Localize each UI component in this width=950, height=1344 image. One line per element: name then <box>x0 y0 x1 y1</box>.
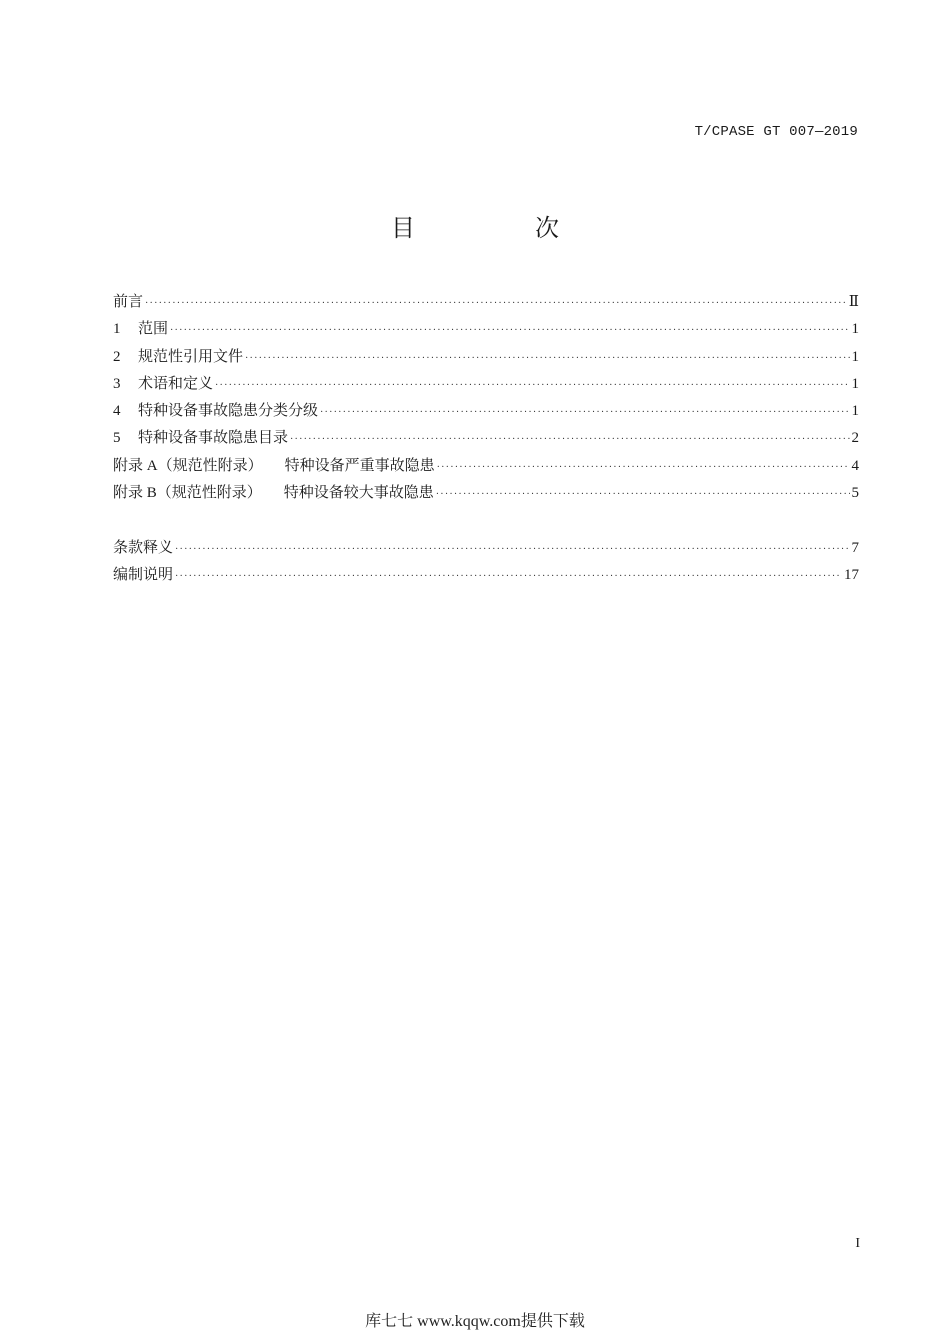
toc-entry-terms-definitions[interactable] <box>113 371 859 398</box>
toc-entry-label: 规范性引用文件 <box>138 348 244 365</box>
toc-entry-compilation-notes[interactable] <box>113 562 859 589</box>
toc-entry-number: 3 <box>113 375 121 392</box>
toc-entry-label: 范围 <box>138 321 169 338</box>
toc-entry-subtitle: 特种设备较大事故隐患 <box>283 485 434 502</box>
document-code: T/CPASE GT 007—2019 <box>694 124 858 140</box>
toc-entry-normative-references[interactable] <box>113 344 859 371</box>
toc-entry-number: 2 <box>113 348 121 365</box>
toc-entry-number: 4 <box>113 403 121 420</box>
toc-dot-leader <box>175 563 842 590</box>
toc-dot-leader <box>215 372 849 399</box>
toc-entry-label: 条款释义 <box>113 539 174 556</box>
page-number: I <box>855 1236 860 1251</box>
toc-section-spacer <box>113 507 859 534</box>
toc-entry-number: 1 <box>113 321 121 338</box>
toc-entry-label: 前言 <box>113 294 144 310</box>
toc-dot-leader <box>290 426 849 453</box>
toc-entry-page: 1 <box>851 321 859 338</box>
toc-entry-page: 17 <box>844 566 859 583</box>
toc-entry-number: 5 <box>113 430 121 447</box>
toc-entry-page: 5 <box>851 485 859 502</box>
toc-entry-page: 1 <box>851 403 859 420</box>
toc-entry-label: 特种设备事故隐患目录 <box>138 430 289 447</box>
toc-entry-page: 7 <box>851 539 859 556</box>
toc-entry-page: 2 <box>851 430 859 447</box>
toc-entry-catalogue[interactable] <box>113 425 859 452</box>
toc-entry-preface[interactable] <box>113 289 859 316</box>
toc-dot-leader <box>245 345 849 372</box>
toc-entry-label: 附录 A（规范性附录） <box>113 457 263 474</box>
page-title: 目 次 <box>391 214 607 242</box>
toc-entry-page: Ⅱ <box>848 294 859 310</box>
table-of-contents <box>113 289 859 589</box>
toc-entry-label: 特种设备事故隐患分类分级 <box>138 403 319 420</box>
toc-entry-clause-interpretation[interactable] <box>113 535 859 562</box>
toc-entry-appendix-b[interactable] <box>113 480 859 507</box>
toc-dot-leader <box>436 481 850 508</box>
toc-entry-classification[interactable] <box>113 398 859 425</box>
toc-entry-scope[interactable] <box>113 316 859 343</box>
toc-entry-page: 1 <box>851 348 859 365</box>
toc-dot-leader <box>320 399 849 426</box>
toc-entry-label: 术语和定义 <box>138 375 214 392</box>
toc-entry-page: 1 <box>851 375 859 392</box>
download-watermark: 库七七 www.kqqw.com提供下载 <box>365 1313 585 1330</box>
toc-dot-leader <box>437 454 850 481</box>
toc-entry-label: 附录 B（规范性附录） <box>113 485 262 502</box>
toc-entry-label: 编制说明 <box>113 566 174 583</box>
toc-dot-leader <box>175 536 849 563</box>
toc-dot-leader <box>170 317 849 344</box>
toc-entry-page: 4 <box>851 457 859 474</box>
toc-entry-appendix-a[interactable] <box>113 453 859 480</box>
toc-entry-subtitle: 特种设备严重事故隐患 <box>284 457 435 474</box>
toc-dot-leader <box>145 290 847 317</box>
